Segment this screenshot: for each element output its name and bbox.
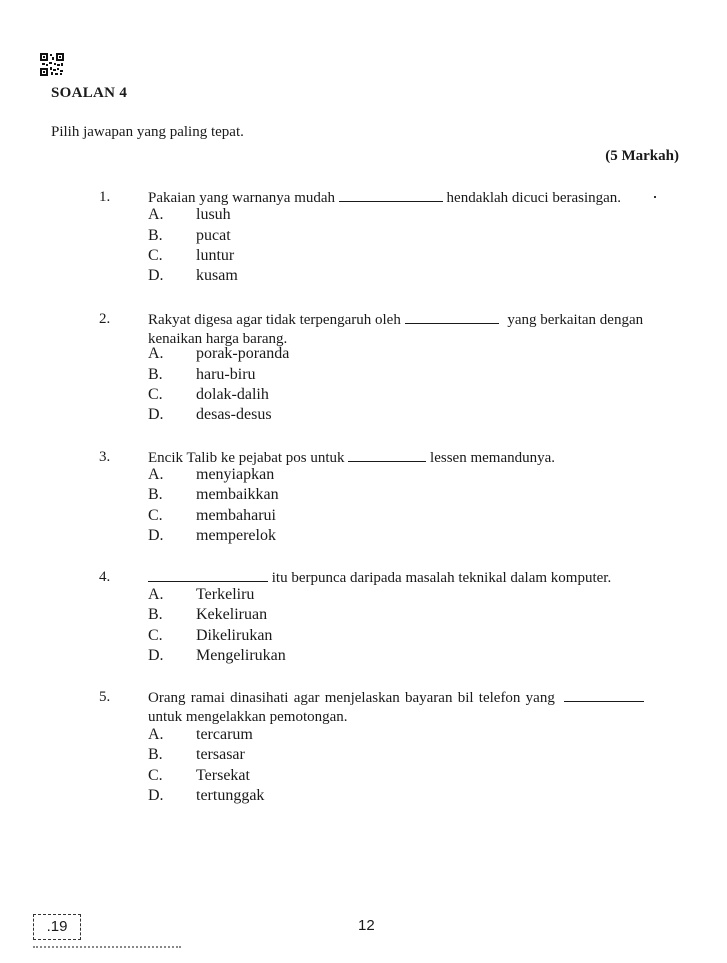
option-letter: D. [148,406,164,423]
question-text-after: hendaklah dicuci berasingan. [442,190,622,206]
option-text: tersasar [196,746,245,763]
option-letter: C. [148,627,163,644]
option-letter: D. [148,647,164,664]
option-text: Terkeliru [196,586,255,603]
option-d[interactable] [0,787,727,807]
option-text: membaharui [196,507,276,524]
option-letter: C. [148,386,163,403]
option-a[interactable] [0,206,727,226]
option-letter: C. [148,767,163,784]
option-letter: A. [148,466,164,483]
option-text: luntur [196,247,235,264]
question-text-continued: untuk mengelakkan pemotongan. [148,709,348,725]
question-number: 2. [99,311,111,327]
question-text-before: Orang ramai dinasihati agar menjelaskan bayaran bil telefon yang [148,690,561,706]
footer-divider [33,946,181,948]
answer-blank [348,447,426,462]
option-text: kusam [196,267,238,284]
qr-code-icon [40,53,64,76]
option-text: membaikkan [196,486,279,503]
option-text: menyiapkan [196,466,275,483]
question-text [148,567,611,588]
option-text: memperelok [196,527,276,544]
option-letter: A. [148,206,164,223]
option-text: haru-biru [196,366,256,383]
option-letter: B. [148,746,163,763]
option-letter: D. [148,527,164,544]
option-letter: B. [148,606,163,623]
option-b[interactable] [0,606,727,626]
option-a[interactable] [0,466,727,486]
question-text-after: itu berpunca daripada masalah teknikal dalam komputer. [268,570,612,586]
option-c[interactable] [0,386,727,406]
question-text [148,309,643,330]
marks-label: (5 Markah) [605,148,679,164]
option-text: tertunggak [196,787,265,804]
option-c[interactable] [0,767,727,787]
question-number: 4. [99,569,111,585]
option-a[interactable] [0,345,727,365]
question-text-before: Rakyat digesa agar tidak terpengaruh oleh [148,312,405,328]
option-b[interactable] [0,746,727,766]
question-number: 5. [99,689,111,705]
option-c[interactable] [0,627,727,647]
option-text: tercarum [196,726,253,743]
option-letter: B. [148,486,163,503]
option-text: dolak-dalih [196,386,269,403]
option-text: Mengelirukan [196,647,286,664]
option-b[interactable] [0,486,727,506]
option-text: desas-desus [196,406,272,423]
option-b[interactable] [0,366,727,386]
answer-blank [564,687,644,702]
option-text: pucat [196,227,231,244]
option-c[interactable] [0,507,727,527]
answer-blank [339,187,443,202]
question-text [148,687,644,708]
option-text: Tersekat [196,767,250,784]
option-d[interactable] [0,406,727,426]
option-letter: A. [148,726,164,743]
option-letter: C. [148,247,163,264]
question-text-after: yang berkaitan dengan [503,312,644,328]
question-text-after: lessen memandunya. [426,450,556,466]
question-text-before: Encik Talib ke pejabat pos untuk [148,450,349,466]
option-letter: A. [148,345,164,362]
stray-mark [654,196,656,198]
option-letter: D. [148,787,164,804]
question-number: 1. [99,189,111,205]
question-text-before: Pakaian yang warnanya mudah [148,190,339,206]
option-text: porak-poranda [196,345,290,362]
question-text [148,447,555,468]
question-number: 3. [99,449,111,465]
question-text-continued: kenaikan harga barang. [148,331,288,347]
answer-blank [405,309,499,324]
option-letter: C. [148,507,163,524]
instruction-text: Pilih jawapan yang paling tepat. [51,124,244,140]
option-a[interactable] [0,726,727,746]
option-text: Dikelirukan [196,627,273,644]
question-text [148,187,621,208]
option-d[interactable] [0,527,727,547]
page-number: 12 [358,917,375,934]
answer-blank [148,567,268,582]
option-text: Kekeliruan [196,606,268,623]
option-d[interactable] [0,267,727,287]
section-title: SOALAN 4 [51,85,128,101]
option-letter: D. [148,267,164,284]
option-text: lusuh [196,206,231,223]
option-b[interactable] [0,227,727,247]
option-letter: B. [148,227,163,244]
option-a[interactable] [0,586,727,606]
option-c[interactable] [0,247,727,267]
option-letter: B. [148,366,163,383]
option-d[interactable] [0,647,727,667]
footer-code: .19 [33,914,81,940]
option-letter: A. [148,586,164,603]
